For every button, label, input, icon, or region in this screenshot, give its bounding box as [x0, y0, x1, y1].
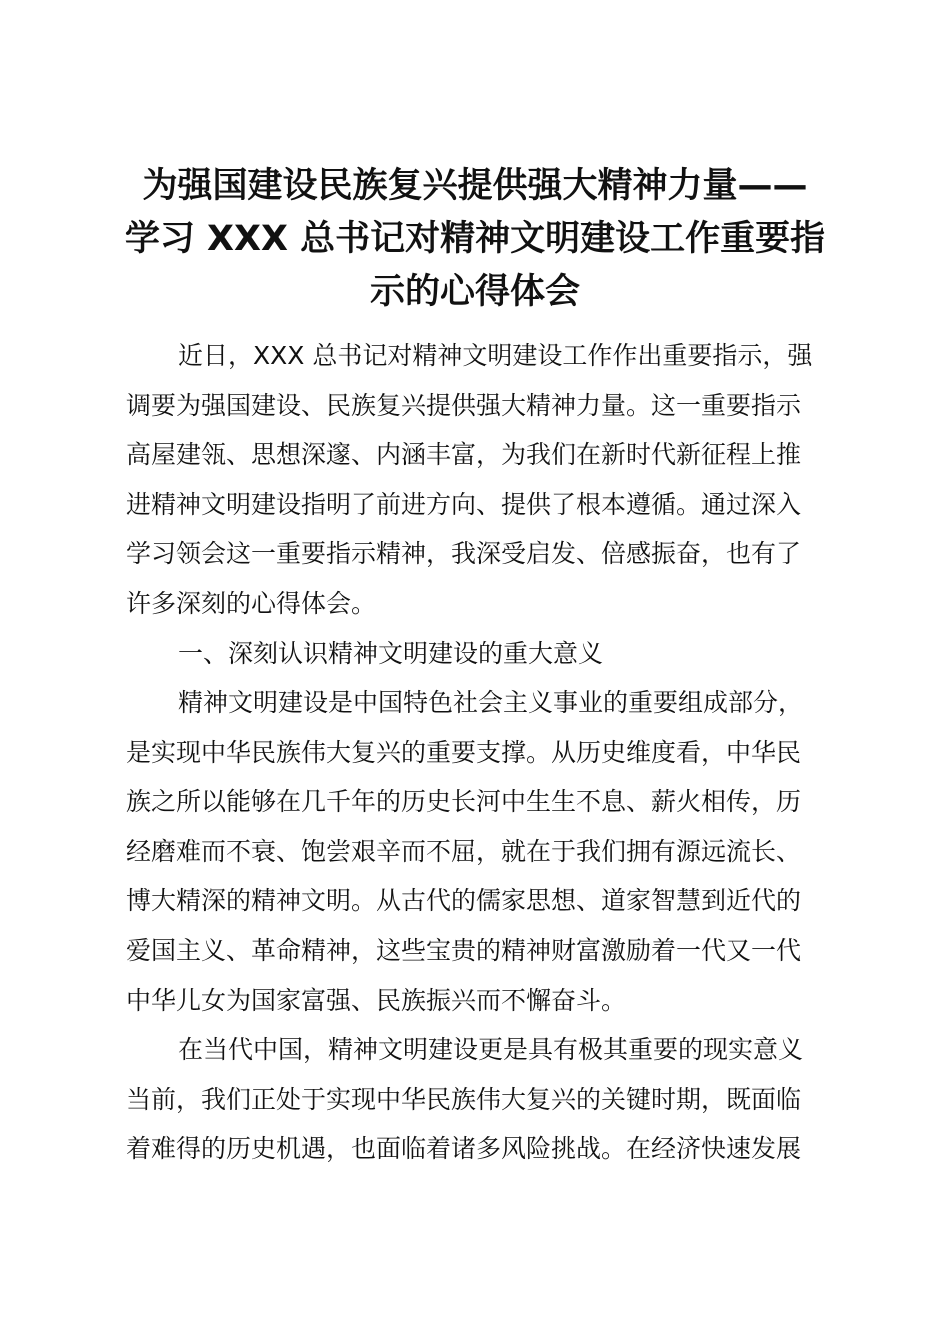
paragraph-line: 经磨难而不衰、饱尝艰辛而不屈，就在于我们拥有源远流长、	[126, 836, 802, 866]
intro-paragraph	[126, 331, 846, 629]
title-line: 为强国建设民族复兴提供强大精神力量——	[142, 166, 808, 206]
paragraph-line: 调要为强国建设、民族复兴提供强大精神力量。这一重要指示	[126, 390, 802, 420]
paragraph-line: 博大精深的精神文明。从古代的儒家思想、道家智慧到近代的	[126, 886, 802, 916]
document-title	[120, 160, 830, 319]
paragraph-line: 学习领会这一重要指示精神，我深受启发、倍感振奋，也有了	[126, 539, 802, 569]
section1-paragraph-2	[126, 1025, 846, 1174]
paragraph-line: 当前，我们正处于实现中华民族伟大复兴的关键时期，既面临	[126, 1084, 802, 1114]
title-line: 学习 XXX 总书记对精神文明建设工作重要指	[124, 219, 826, 259]
paragraph-line: 着难得的历史机遇，也面临着诸多风险挑战。在经济快速发展	[126, 1134, 802, 1164]
paragraph-line: 是实现中华民族伟大复兴的重要支撑。从历史维度看，中华民	[126, 737, 802, 767]
paragraph-line: 爱国主义、革命精神，这些宝贵的精神财富激励着一代又一代	[126, 935, 802, 965]
section-heading-text: 一、深刻认识精神文明建设的重大意义	[178, 639, 604, 668]
paragraph-line: 族之所以能够在几千年的历史长河中生生不息、薪火相传，历	[126, 787, 802, 817]
paragraph-line: 高屋建瓴、思想深邃、内涵丰富，为我们在新时代新征程上推	[126, 440, 802, 470]
section-heading	[126, 629, 846, 679]
paragraph-line: 精神文明建设是中国特色社会主义事业的重要组成部分，	[178, 688, 804, 717]
paragraph-line: 进精神文明建设指明了前进方向、提供了根本遵循。通过深入	[126, 489, 802, 519]
paragraph-line: 许多深刻的心得体会。	[126, 588, 377, 618]
paragraph-line: 中华儿女为国家富强、民族振兴而不懈奋斗。	[126, 985, 627, 1015]
title-line: 示的心得体会	[369, 272, 580, 312]
paragraph-line: 在当代中国，精神文明建设更是具有极其重要的现实意义	[178, 1035, 804, 1064]
paragraph-line: 近日，XXX 总书记对精神文明建设工作作出重要指示，强	[178, 341, 813, 370]
section1-paragraph-1	[126, 678, 846, 1025]
